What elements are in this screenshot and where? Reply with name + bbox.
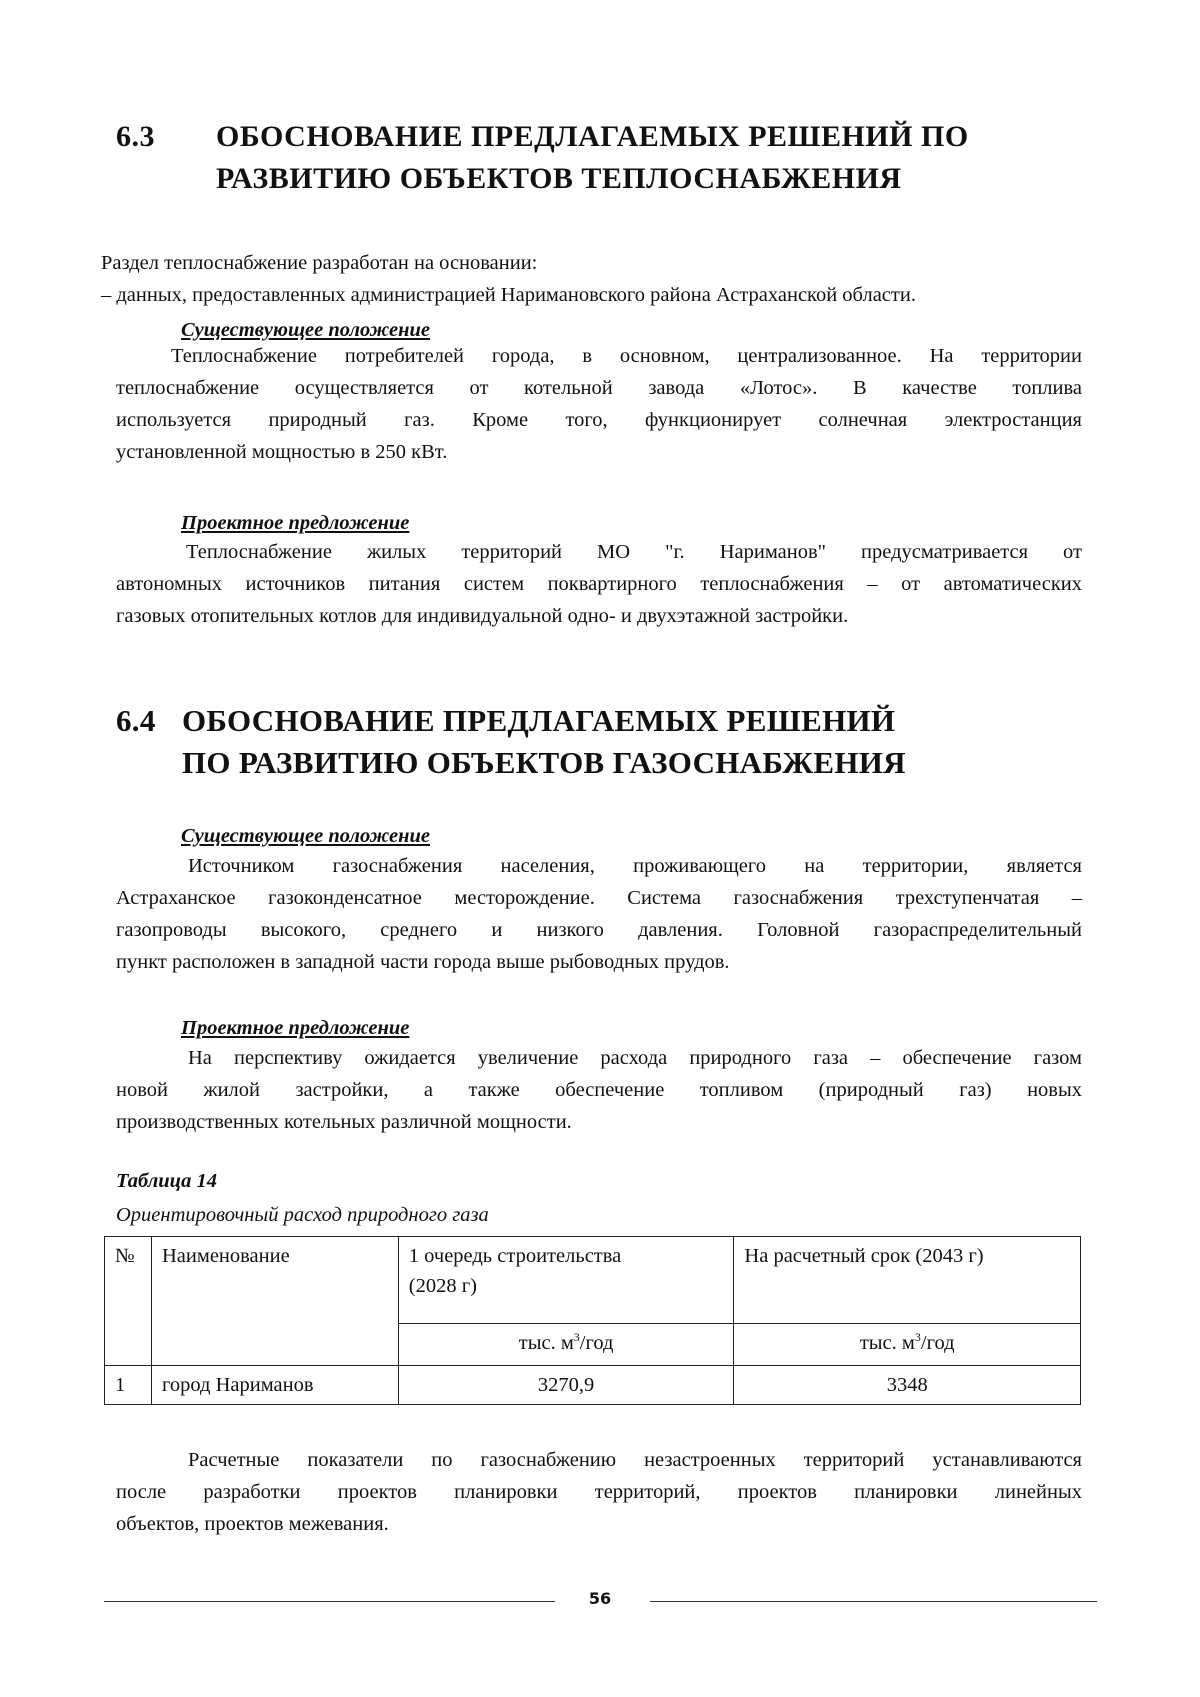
paragraph-line: после разработки проектов планировки территорий, проектов планировки линейных [116,1481,1082,1503]
header-cell-no: № [105,1237,152,1366]
table-header-row [105,1237,1081,1324]
paragraph-line: объектов, проектов межевания. [116,1513,389,1535]
header-cell-target: На расчетный срок (2043 г) [734,1237,1081,1324]
section-6-4-existing-heading: Существующее положение [181,825,430,847]
table-row [105,1366,1081,1405]
closing-paragraph [116,1444,1082,1540]
section-6-3-title-line1: ОБОСНОВАНИЕ ПРЕДЛАГАЕМЫХ РЕШЕНИЙ ПО [216,120,969,153]
header-cell-name: Наименование [151,1237,398,1366]
header-stage1-line2: (2028 г) [408,1275,477,1297]
paragraph-line: газовых отопительных котлов для индивидуальной одно- и двухэтажной застройки. [116,605,849,627]
row-cell-no: 1 [105,1366,152,1405]
paragraph-line: Расчетные показатели по газоснабжению незастроенных территорий устанавливаются [188,1449,1082,1471]
unit-suffix: /год [579,1332,614,1354]
intro-line-2: – данных, предоставленных администрацией Наримановского района Астраханской области. [101,284,916,306]
section-6-4-existing-paragraph [116,850,1082,978]
page-number: 56 [588,1589,612,1608]
unit-cell-target [734,1324,1081,1366]
paragraph-line: На перспективу ожидается увеличение расхода природного газа – обеспечение газом [188,1047,1082,1069]
unit-sup: 3 [914,1330,921,1345]
row-cell-target: 3348 [734,1366,1081,1405]
section-6-3-proposal-heading: Проектное предложение [181,512,410,534]
gas-consumption-table [104,1236,1081,1405]
paragraph-line: Источником газоснабжения населения, проживающего на территории, является [188,855,1082,877]
unit-suffix: /год [920,1332,955,1354]
section-6-4-title-line2: ПО РАЗВИТИЮ ОБЪЕКТОВ ГАЗОСНАБЖЕНИЯ [182,745,906,780]
paragraph-line: Теплоснабжение жилых территорий МО "г. Нариманов" предусматривается от [186,541,1082,563]
paragraph-line: производственных котельных различной мощности. [116,1111,572,1133]
unit-sup: 3 [573,1330,580,1345]
unit-cell-stage1 [398,1324,734,1366]
section-6-3-number: 6.3 [116,120,155,153]
table-title: Таблица 14 [116,1170,217,1192]
section-6-4-title-line1: ОБОСНОВАНИЕ ПРЕДЛАГАЕМЫХ РЕШЕНИЙ [182,703,896,738]
paragraph-line: Астраханское газоконденсатное месторождение. Система газоснабжения трехступенчатая – [116,887,1082,909]
header-cell-stage1 [398,1237,734,1324]
paragraph-line: используется природный газ. Кроме того, функционирует солнечная электростанция [116,409,1082,431]
section-6-3-existing-heading: Существующее положение [181,319,430,341]
section-6-4-proposal-heading: Проектное предложение [181,1017,410,1039]
paragraph-line: Теплоснабжение потребителей города, в основном, централизованное. На территории [171,345,1082,367]
paragraph-line: пункт расположен в западной части города выше рыбоводных прудов. [116,951,730,973]
paragraph-line: газопроводы высокого, среднего и низкого давления. Головной газораспределительный [116,919,1082,941]
footer-rule-right [650,1601,1097,1602]
header-stage1-line1: 1 очередь строительства [408,1245,622,1267]
section-6-3-title-line2: РАЗВИТИЮ ОБЪЕКТОВ ТЕПЛОСНАБЖЕНИЯ [216,162,902,195]
unit-prefix: тыс. м [859,1332,915,1354]
row-cell-stage1: 3270,9 [398,1366,734,1405]
section-6-4-number: 6.4 [116,703,156,738]
unit-prefix: тыс. м [518,1332,574,1354]
intro-line-1: Раздел теплоснабжение разработан на основании: [101,252,538,274]
table-caption: Ориентировочный расход природного газа [116,1204,489,1226]
row-cell-name: город Нариманов [151,1366,398,1405]
paragraph-line: теплоснабжение осуществляется от котельной завода «Лотос». В качестве топлива [116,377,1082,399]
section-6-4-proposal-paragraph [116,1042,1082,1138]
paragraph-line: установленной мощностью в 250 кВт. [116,441,448,463]
section-6-3-proposal-paragraph [116,536,1082,632]
section-6-3-existing-paragraph [116,340,1082,468]
paragraph-line: автономных источников питания систем поквартирного теплоснабжения – от автоматических [116,573,1082,595]
paragraph-line: новой жилой застройки, а также обеспечение топливом (природный газ) новых [116,1079,1082,1101]
